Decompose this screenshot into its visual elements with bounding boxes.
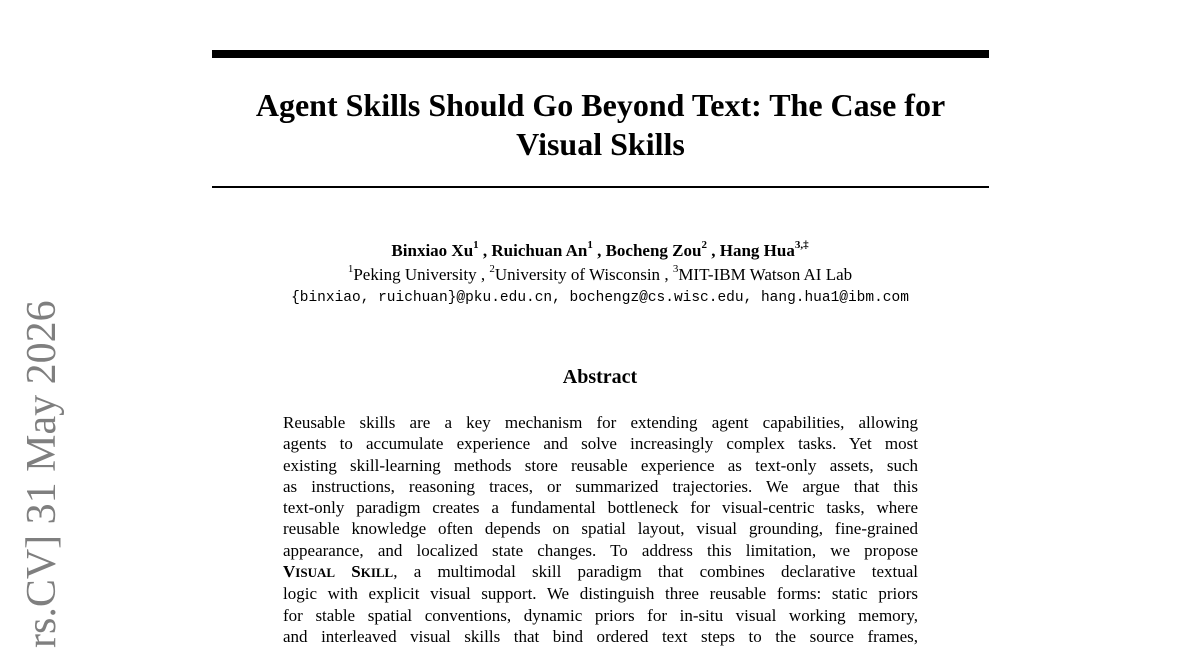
- author-affiliation-mark: 3,‡: [794, 239, 809, 252]
- abstract-line: as instructions, reasoning traces, or summarized trajectories. We argue that this: [283, 476, 918, 496]
- abstract-line-method-name: [283, 561, 918, 583]
- author-list: Binxiao Xu$^1$ , Ruichuan An$^1$ , Bocheng Zou$^2$ , Hang Hua$^{3,\ddagger}$: [391, 239, 809, 260]
- affiliation-name: Peking University: [353, 265, 477, 284]
- title-top-rule: [212, 50, 989, 58]
- affiliation-mark: 1: [347, 263, 354, 276]
- abstract-line: logic with explicit visual support. We distinguish three reusable forms: static priors: [283, 584, 918, 604]
- abstract-line-rest: , a multimodal skill paradigm that combines declarative textual: [393, 562, 918, 582]
- method-name-initial: S: [351, 562, 361, 582]
- author-affiliation-mark: 2: [701, 239, 707, 252]
- method-name-initial: V: [283, 562, 296, 582]
- author-name: Binxiao Xu: [391, 241, 474, 260]
- method-name-smallcaps: ISUAL: [295, 565, 336, 581]
- email-address[interactable]: hang.hua1@ibm.com: [760, 290, 909, 306]
- paper-title-line-2: Visual Skills: [516, 126, 685, 162]
- method-name-smallcaps: KILL: [360, 565, 394, 581]
- email-address[interactable]: {binxiao, ruichuan}@pku.edu.cn: [291, 290, 553, 306]
- author-affiliation-mark: 1: [587, 239, 593, 252]
- affiliation-mark: 3: [672, 263, 679, 276]
- arxiv-side-stamp: rs.CV] 31 May 2026: [19, 300, 65, 648]
- paper-title-line-1: Agent Skills Should Go Beyond Text: The Case for: [255, 87, 946, 123]
- email-address[interactable]: bochengz@cs.wisc.edu: [569, 290, 744, 306]
- abstract-line: existing skill-learning methods store reusable experience as text-only assets, such: [283, 455, 918, 475]
- email-list: {binxiao, ruichuan}@pku.edu.cn, bochengz@cs.wisc.edu, hang.hua1@ibm.com: [291, 290, 909, 306]
- abstract-line: Reusable skills are a key mechanism for extending agent capabilities, allowing: [283, 413, 918, 432]
- author-name: Hang Hua: [719, 241, 795, 260]
- abstract-line: agents to accumulate experience and solve increasingly complex tasks. Yet most: [283, 434, 918, 454]
- abstract-line: appearance, and localized state changes. To address this limitation, we propose: [283, 540, 918, 560]
- affiliation-mark: 2: [489, 263, 495, 276]
- abstract-line: for stable spatial conventions, dynamic priors for in-situ visual working memory,: [283, 605, 918, 625]
- affiliation-name: University of Wisconsin: [494, 265, 661, 284]
- abstract-line: text-only paradigm creates a fundamental bottleneck for visual-centric tasks, where: [283, 498, 918, 518]
- affiliation-name: MIT-IBM Watson AI Lab: [678, 265, 853, 284]
- abstract-line: and interleaved visual skills that bind ordered text steps to the source frames,: [283, 626, 918, 646]
- abstract-line: reusable knowledge often depends on spatial layout, visual grounding, fine-grained: [283, 519, 918, 539]
- author-name: Ruichuan An: [491, 241, 588, 260]
- author-name: Bocheng Zou: [605, 241, 702, 260]
- abstract-body: [283, 412, 918, 647]
- affiliation-list: $^1$Peking University , $^2$University of Wisconsin , $^3$MIT-IBM Watson AI Lab: [347, 263, 853, 284]
- author-affiliation-mark: 1: [473, 239, 479, 252]
- title-bottom-rule: [212, 186, 989, 188]
- abstract-heading: Abstract: [562, 366, 638, 388]
- paper-title: [212, 86, 989, 164]
